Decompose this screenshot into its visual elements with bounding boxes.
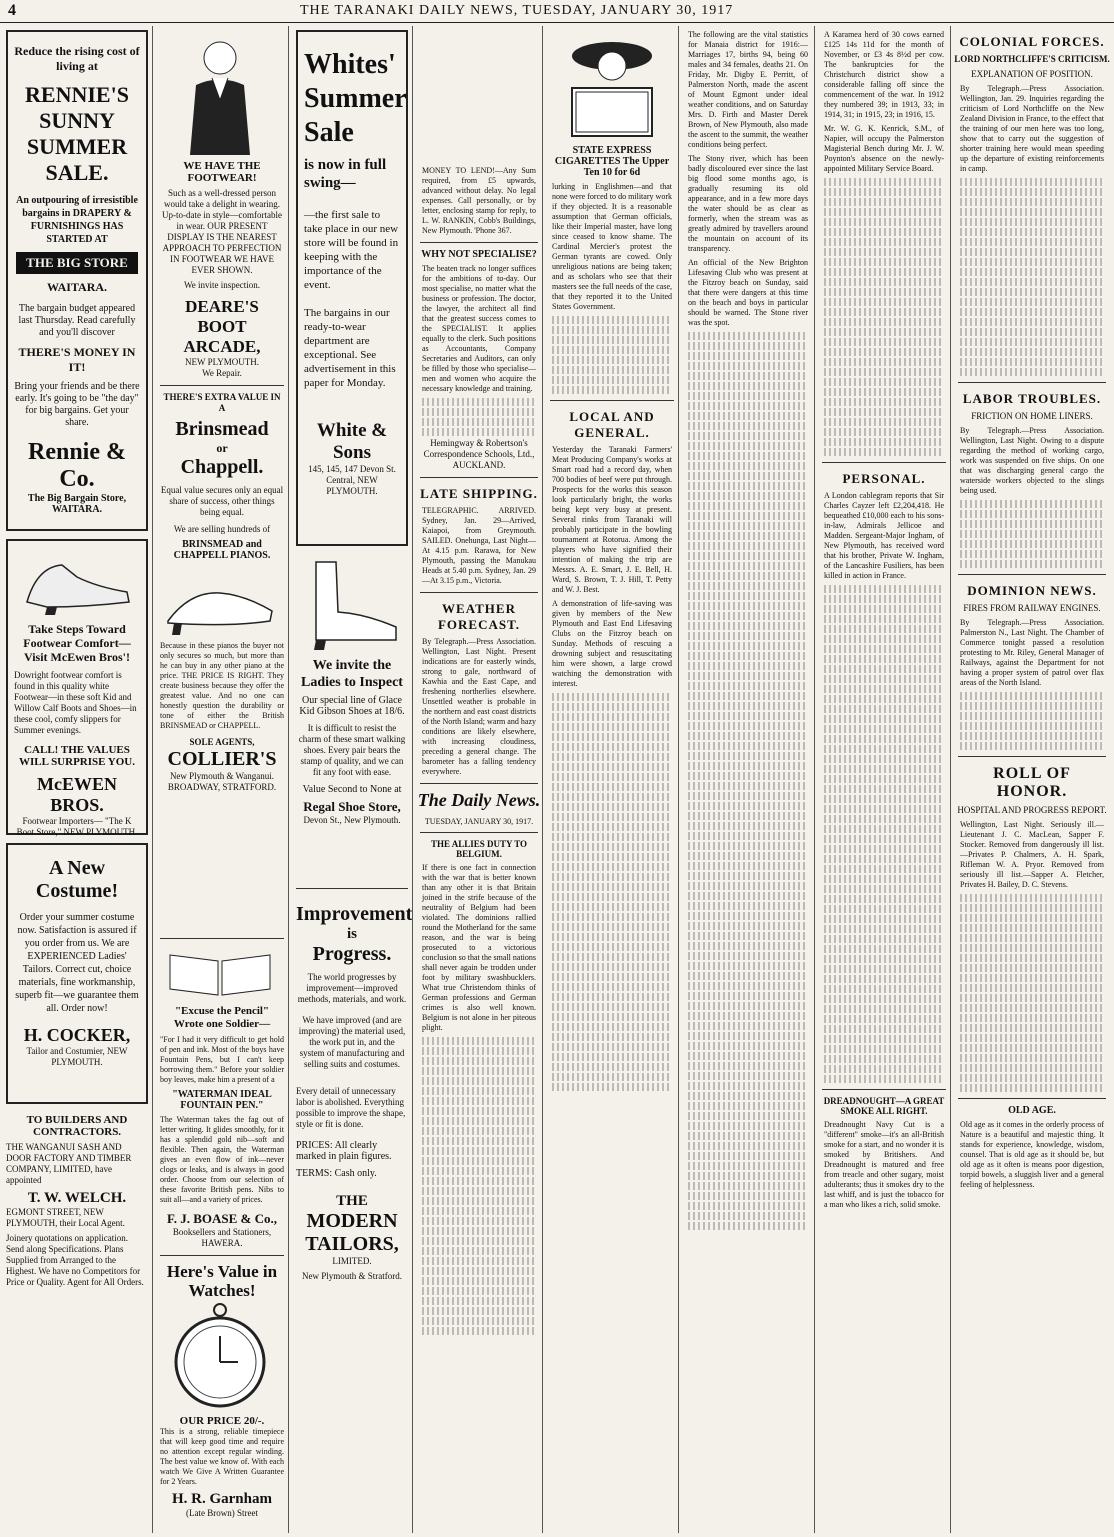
cigarette-lady-illustration bbox=[552, 30, 672, 140]
regal-body: Our special line of Glace Kid Gibson Shoes at 18/6. bbox=[299, 695, 405, 717]
modern-name-3: TAILORS, bbox=[305, 1233, 399, 1255]
karamea-herd: A Karamea herd of 30 cows earned £125 14s 11d for the month of November, or £3 4s 8½d per cow. The bankruptcies for the Christchurch district show a considerable falling off since the commencement of the war. In 1912 they numbered 39; in 1913, 33; in 1914, 31; in 1915, 23; in 1916, 15. bbox=[824, 30, 944, 119]
labor-troubles-head: LABOR TROUBLES. bbox=[962, 391, 1102, 406]
welch-sub: EGMONT STREET, NEW PLYMOUTH, their Local Agent. bbox=[6, 1207, 125, 1228]
modern-body: The world progresses by improvement—improved methods, materials, and work. bbox=[297, 972, 407, 1004]
rennie-title-4: SALE. bbox=[45, 160, 109, 185]
modern-head-3: Progress. bbox=[312, 943, 392, 965]
slipper-illustration bbox=[160, 561, 280, 636]
modern-name-4: LIMITED. bbox=[332, 1256, 372, 1266]
labor-troubles-sub: FRICTION ON HOME LINERS. bbox=[971, 411, 1093, 421]
column-4 bbox=[416, 26, 543, 1533]
personal-body: A London cablegram reports that Sir Charles Cayzer left £2,204,418. He bequeathed £10,000 each to his sons-in-law, Admirals Jellicoe and Madden. Sergeant-Major Ingham, of New Plymouth, has received word that his brother, Private W. Ingham, of the Lancashire Fusiliers, has been killed in action in France. bbox=[824, 491, 944, 580]
whites-title-3: Sale bbox=[304, 117, 354, 148]
colonial-forces-sub2: EXPLANATION OF POSITION. bbox=[971, 69, 1093, 79]
dreadnought-head: DREADNOUGHT—A GREAT SMOKE ALL RIGHT. bbox=[823, 1096, 945, 1116]
regal-ad bbox=[296, 552, 408, 882]
mcewen-name: McEWEN BROS. bbox=[37, 774, 117, 815]
rennie-note: The bargain budget appeared last Thursday. Read carefully and you'll discover bbox=[18, 303, 136, 338]
garnham-name: H. R. Garnham bbox=[171, 1491, 272, 1507]
column-5 bbox=[546, 26, 679, 1533]
specialise-body: The beaten track no longer suffices for the ambitions of to-day. Our most specialise, no matter what the business or profession. The doctor, the lawyer, the architect all find that the greatest success comes to the SPECIALIST. It applies equally to the clerk. Such positions as Accountants, Company Secretaries and Auditors, can only be filled by those who specialise—men and women who acquire the necessary knowledge and training. bbox=[422, 264, 536, 393]
roll-of-honor-head: ROLL OF HONOR. bbox=[993, 765, 1071, 800]
collier-sub: New Plymouth & Wanganui. BROADWAY, STRATFORD. bbox=[167, 771, 277, 792]
deare-town: NEW PLYMOUTH. bbox=[185, 357, 259, 367]
modern-head-1: Improvement bbox=[296, 903, 413, 925]
boase-sub: Booksellers and Stationers, HAWERA. bbox=[172, 1227, 272, 1248]
rennie-store-banner: THE BIG STORE bbox=[16, 252, 138, 274]
weather-head: WEATHER FORECAST. bbox=[437, 601, 521, 632]
garnham-ad bbox=[160, 1262, 284, 1519]
deare-name-1: DEARE'S bbox=[185, 297, 259, 316]
collier-pianos: BRINSMEAD and CHAPPELL PIANOS. bbox=[173, 539, 271, 561]
deare-ad bbox=[160, 30, 284, 379]
colonial-forces-body: By Telegraph.—Press Association. Wellington, Jan. 29. Inquiries regarding the criticism of Lord Northcliffe on the New Zealand Division in France, to the effect that the training of our men here was too long, show that to carry out the suggestion of shorter training here would mean speeding up the departure of existing reinforcements in camp. bbox=[960, 84, 1104, 173]
editorial-head: THE ALLIES DUTY TO BELGIUM. bbox=[430, 839, 528, 859]
collier-name-1: Brinsmead bbox=[175, 418, 269, 440]
rennie-signoff-sub: The Big Bargain Store, WAITARA. bbox=[27, 493, 127, 515]
column-2 bbox=[156, 26, 289, 1533]
rennie-signoff: Rennie & Co. bbox=[28, 439, 126, 492]
regal-head: We invite the Ladies to Inspect bbox=[301, 658, 403, 690]
mcewen-head: Take Steps Toward Footwear Comfort—Visit McEwen Bros'! bbox=[23, 622, 131, 664]
regal-body2: It is difficult to resist the charm of these smart walking shoes. Every pair bears the stamp of quality, and we can fit any foot with ease. bbox=[298, 723, 406, 777]
specialise-head: WHY NOT SPECIALISE? bbox=[421, 249, 537, 260]
column-7 bbox=[818, 26, 951, 1533]
colonial-forces-head: COLONIAL FORCES. bbox=[959, 34, 1105, 49]
collier-name-2: Chappell. bbox=[180, 456, 264, 478]
deare-body: Such as a well-dressed person would take a delight in wearing. Up-to-date in style—comfortable in wear. OUR PRESENT DISPLAY IS THE NEAREST APPROACH TO PERFECTION IN FOOTWEAR WE HAVE EVER SHOWN. bbox=[162, 188, 282, 275]
rennie-title-1: RENNIE'S bbox=[25, 82, 129, 107]
boase-body2: The Waterman takes the fag out of letter writing. It glides smoothly, for it has a splendid gold nib—soft and flexible. Then again, the Waterman gives an even flow of ink—never clogs or leaks, and is always in good order. Choose from our selection of these favorite British pens. Nibs to suit all—and a variety of prices. bbox=[160, 1115, 284, 1204]
cocker-head-2: Costume! bbox=[35, 880, 119, 902]
cocker-ad bbox=[6, 843, 148, 1104]
modern-prices: PRICES: All clearly marked in plain figures. bbox=[296, 1140, 392, 1162]
lady-shoe-illustration bbox=[296, 552, 406, 652]
specialise-sign: Hemingway & Robertson's Correspondence Schools, Ltd., AUCKLAND. bbox=[423, 438, 535, 470]
mcewen-sub: Footwear Importers— "The K Boot Store," NEW PLYMOUTH. bbox=[16, 816, 138, 837]
welch-ad bbox=[6, 1114, 148, 1288]
weather-body: By Telegraph.—Press Association. Wellington, Last Night. Present indications are for easterly winds, strong to gale, northward of Kawhia and the East Cape, and freshening northerlies elsewhere. Unsettled weather is probable in the northern and east coast districts of the North Island; warm and hazy conditions are likely elsewhere, with increasing cloudiness, preceding a general change. The barometer has a falling tendency everywhere. bbox=[422, 637, 536, 776]
colonial-forces-sub: LORD NORTHCLIFFE'S CRITICISM. bbox=[954, 54, 1110, 64]
welch-body: THE WANGANUI SASH AND DOOR FACTORY AND TIMBER COMPANY, LIMITED, have appointed bbox=[6, 1142, 132, 1185]
local-general-head: LOCAL AND GENERAL. bbox=[569, 409, 655, 440]
collier-body3: Because in these pianos the buyer not only secures so much, but more than he can buy in any other piano at the price. THE PRICE IS RIGHT. They create business because they offer the greatest value. And no one can honestly question the durability or tone of either the British BRINSMEAD or CHAPPELL. bbox=[160, 641, 284, 730]
editorial-date: TUESDAY, JANUARY 30, 1917. bbox=[424, 817, 534, 826]
garnham-sub: (Late Brown) Street bbox=[186, 1508, 258, 1518]
garnham-head: Here's Value in Watches! bbox=[166, 1262, 278, 1300]
whites-title-2: Summer bbox=[304, 83, 407, 114]
cocker-sub: Tailor and Costumier, NEW PLYMOUTH. bbox=[26, 1046, 128, 1067]
local-general-body: Yesterday the Taranaki Farmers' Meat Producing Company's works at Smart road had a record day, when 700 bodies of beef were put through. Prospects for the works this season look particularly bright, the works being kept very busy at present. Several rinks from Taranaki will probably participate in the bowling tournament at Rotorua. Among the players who have signified their intention of making the trip are Messrs. A. E. Smart, J. E. Bell, H. Ward, S. Brown, T. J. Hill, T. Petty and W. J. Best. bbox=[552, 445, 672, 594]
rennie-note2: Bring your friends and be there early. It's going to be "the day" for big bargains. Get your share. bbox=[14, 381, 140, 428]
book-illustration bbox=[160, 945, 280, 1000]
welch-head: TO BUILDERS AND CONTRACTORS. bbox=[26, 1114, 128, 1138]
old-age-head: OLD AGE. bbox=[1008, 1105, 1056, 1116]
boase-head: "Excuse the Pencil" Wrote one Soldier— bbox=[173, 1005, 271, 1030]
stony-river: The Stony river, which has been badly discoloured ever since the last big flood some months ago, is gradually resuming its old appearance, and in a few more days the water should be as clear as formerly, when the stream was as greatly admired by travellers around the mountain on account of its transparency. bbox=[688, 154, 808, 253]
boase-ad bbox=[160, 945, 284, 1249]
rennie-title-3: SUMMER bbox=[26, 134, 128, 159]
money-to-lend: MONEY TO LEND!—Any Sum required, from £5 upwards, advanced without delay. No legal expenses. Call personally, or by letter, enclosing stamp for reply, to L. W. RANKIN, Cobb's Buildings, New Plymouth. 'Phone 367. bbox=[422, 166, 536, 235]
masthead bbox=[0, 0, 1114, 23]
rennie-money: THERE'S MONEY IN IT! bbox=[18, 345, 136, 374]
dominion-news-head: DOMINION NEWS. bbox=[967, 583, 1097, 598]
state-express-text: STATE EXPRESS CIGARETTES The Upper Ten 10 for 6d bbox=[554, 145, 670, 178]
whites-body3: The bargains in our ready-to-wear department are exceptional. See advertisement in this paper for Monday. bbox=[304, 307, 396, 389]
modern-terms: TERMS: Cash only. bbox=[296, 1168, 377, 1179]
collier-agents: SOLE AGENTS, bbox=[189, 737, 255, 747]
collier-body2: We are selling hundreds of bbox=[173, 524, 271, 534]
deare-note: We Repair. bbox=[202, 368, 242, 378]
welch-foot: Joinery quotations on application. Send along Specifications. Plans Supplied from Arranged to the Highest. We have no Competitors for Price or Quality. Agent for All Orders. bbox=[6, 1233, 144, 1287]
whites-sub: 145, 145, 147 Devon St. Central, NEW PLYMOUTH. bbox=[308, 464, 396, 496]
modern-sub: New Plymouth & Stratford. bbox=[302, 1271, 402, 1281]
modern-name-2: MODERN bbox=[306, 1210, 398, 1232]
mcewen-call: CALL! THE VALUES WILL SURPRISE YOU. bbox=[18, 744, 136, 768]
regal-sub: Devon St., New Plymouth. bbox=[303, 815, 401, 825]
deare-name-2: BOOT bbox=[197, 317, 247, 336]
shoe-illustration bbox=[17, 547, 137, 617]
deare-head: WE HAVE THE FOOTWEAR! bbox=[183, 160, 261, 184]
lifesaving-note: An official of the New Brighton Lifesaving Club who was present at the Fitzroy beach on Sunday, said that there were dangers at this time on the beach and boys in particular should be warned. The Stone river was the spot. bbox=[688, 258, 808, 327]
rennie-ad bbox=[6, 30, 148, 531]
rennie-intro: Reduce the rising cost of living at bbox=[14, 44, 140, 73]
collier-or: or bbox=[216, 441, 228, 455]
page-number: 4 bbox=[8, 2, 16, 19]
modern-name-1: THE bbox=[336, 1193, 368, 1209]
collier-body: Equal value secures only an equal share of success, other things being equal. bbox=[160, 485, 284, 517]
shipping-body: TELEGRAPHIC. ARRIVED. Sydney, Jan. 29—Arrived, Kaiapoi, from Greymouth. SAILED. Onehunga, Last Night—At 4.15 p.m. Rarawa, for New Plymouth, passing the Manukau Heads at 5.40 p.m. Sydney, Jan. 29—At 3.15 p.m., Victoria. bbox=[422, 506, 536, 585]
whites-title-1: Whites' bbox=[304, 49, 396, 80]
column-8 bbox=[954, 26, 1110, 1533]
daily-news-masthead: The Daily News. bbox=[417, 790, 541, 810]
man-illustration bbox=[160, 30, 280, 155]
shipping-head: LATE SHIPPING. bbox=[420, 486, 538, 501]
old-age-body: Old age as it comes in the orderly process of Nature is a beautiful and majestic thing. It stands for experience, knowledge, wisdom, counsel. That is old age as it should be, but old age as it often is means poor digestion, torpid bowels, a sluggish liver and a general feeling of helplessness. bbox=[960, 1120, 1104, 1189]
masthead-title: THE TARANAKI DAILY NEWS, TUESDAY, JANUARY 30, 1917 bbox=[300, 3, 734, 18]
editorial-body: If there is one fact in connection with the war that is better known than any other it is that Britain joined in the strife because of the neutrality of Belgium had been violated. The dominions rallied round the Motherland for the same reason, and the war is being prosecuted to a victorious conclusion so that the small nations shall never again be trodden under foot by military swashbucklers. What true Christendom thinks of German professions and German crimes is also well known. Belgium is not alone in her piteous plight. bbox=[422, 863, 536, 1032]
boase-name: F. J. BOASE & Co., bbox=[166, 1211, 278, 1226]
labor-troubles-body: By Telegraph.—Press Association. Wellington, Last Night. Owing to a dispute regarding the method of working cargo, work was suspended on five ships. On one that was discharging general cargo the waterside workers objected to the slings being used. bbox=[960, 426, 1104, 495]
whites-body2: —the first sale to take place in our new store will be found in keeping with the importance of the event. bbox=[304, 209, 399, 291]
roll-of-honor-body: Wellington, Last Night. Seriously ill.—Lieutenant J. C. MacLean, Sapper F. Stocker. Removed from dangerously ill list.—Privates P. Chalmers, A. H. Spark, Rifleman W. A. Pryor. Removed from seriously ill list.—Sapper A. Fletcher, Privates H. Bailey, D. C. Stevens. bbox=[960, 820, 1104, 889]
deare-invite: We invite inspection. bbox=[183, 280, 260, 290]
whites-name: White & Sons bbox=[316, 420, 388, 463]
collier-ad bbox=[160, 392, 284, 932]
whites-ad bbox=[296, 30, 408, 546]
state-express-ad bbox=[550, 30, 674, 178]
local-general-body2: A demonstration of life-saving was given by members of the New Plymouth and East End Lifesaving Clubs on the Fitzroy beach on Sunday. Methods of rescuing a drowning subject and resuscitating him were shown, a large crowd watching the demonstration with interest. bbox=[552, 599, 672, 688]
modern-body2: We have improved (and are improving) the material used, the work put in, and the system of manufacturing and selling suits and costumes. bbox=[298, 1015, 406, 1069]
column-1 bbox=[2, 26, 153, 1533]
rennie-title-2: SUNNY bbox=[39, 108, 115, 133]
cocker-body: Order your summer costume now. Satisfaction is assured if you order from us. We are EXPERIENCED Ladies' Tailors. Correct cut, choice materials, fine workmanship, superb fit—we guarantee them all. Order now! bbox=[15, 912, 139, 1014]
cocker-name: H. COCKER, bbox=[23, 1025, 131, 1045]
deare-name-3: ARCADE, bbox=[183, 337, 261, 356]
vital-statistics: The following are the vital statistics for Manaia district for 1916:—Marriages 17, births 94, being 60 males and 34 females, deaths 21. On Friday, Mr. Digby E. Perritt, of Palmerston North, made the ascent of Mount Egmont under ideal weather conditions, and on Saturday Mrs. D. Firth and Master Derek Brown, of New Plymouth, also made the ascent to the summit, the weather conditions being perfect. bbox=[688, 30, 808, 149]
regal-name: Regal Shoe Store, bbox=[303, 799, 401, 814]
modern-head-2: is bbox=[346, 926, 357, 942]
rennie-town: WAITARA. bbox=[46, 280, 108, 294]
column-3 bbox=[292, 26, 413, 1533]
collier-line1: THERE'S EXTRA VALUE IN A bbox=[163, 392, 281, 413]
mcewen-ad bbox=[6, 539, 148, 835]
welch-name: T. W. WELCH. bbox=[27, 1190, 127, 1206]
garnham-body: This is a strong, reliable timepiece that will keep good time and require no attention except regular winding. The best value we know of. With each watch We Give A Written Guarantee for 2 Years. bbox=[160, 1427, 284, 1486]
magistrate-note: Mr. W. G. K. Kenrick, S.M., of Napier, will occupy the Palmerston Magisterial Bench during Mr. J. W. Poynton's absence on the newly-appointed Military Service Board. bbox=[824, 124, 944, 173]
roll-of-honor-sub: HOSPITAL AND PROGRESS REPORT. bbox=[957, 805, 1107, 815]
whites-body1: is now in full swing— bbox=[304, 157, 387, 191]
boase-body: "For I had it very difficult to get hold of pen and ink. Most of the boys have Fountain Pens, but I can't keep borrowing them." Before your soldier boy leaves, make him a present of a bbox=[160, 1035, 284, 1084]
modern-body3: Every detail of unnecessary labor is abolished. Everything possible to improve the shape, style or fit is done. bbox=[296, 1086, 406, 1129]
boase-pen: "WATERMAN IDEAL FOUNTAIN PEN." bbox=[172, 1089, 272, 1111]
regal-value: Value Second to None at bbox=[302, 784, 402, 795]
garnham-price: OUR PRICE 20/-. bbox=[179, 1415, 265, 1427]
collier-name: COLLIER'S bbox=[167, 748, 277, 770]
modern-tailors-ad bbox=[296, 903, 413, 1282]
watch-illustration bbox=[160, 1300, 280, 1410]
dreadnought-body: Dreadnought Navy Cut is a "different" smoke—it's an all-British smoke for a start, and no wonder it is smoked by Britishers. And Dreadnought is matured and free from treacle and other sugary, moist adulterants; thus it smokes dry to the last whiff, and is just the tobacco for a man who likes a rich, solid smoke. bbox=[824, 1120, 944, 1209]
column-6 bbox=[682, 26, 815, 1533]
dominion-news-body: By Telegraph.—Press Association. Palmerston N., Last Night. The Chamber of Commerce tonight passed a resolution protesting to Mr. Riley, General Manager of Railways, against the Department for not having a proper system of patrol over flax areas of the North Island. bbox=[960, 618, 1104, 687]
cocker-head-1: A New bbox=[48, 857, 106, 879]
article-continuation: lurking in Englishmen—and that none were forced to do military work if they objected. It is a reasonable assumption that German officials, like their Imperial master, have long since ceased to know shame. The Cardinal Mercier's protest the German tyrants are cowed. Only unreligious nations are being taken; and as scholars who see that their masters see the full needs of the case, that they reported it to the United States Government. bbox=[552, 182, 672, 311]
personal-head: PERSONAL. bbox=[842, 471, 926, 486]
mcewen-body: Dowright footwear comfort is found in this quality white Footwear—in these soft Kid and Willow Calf Boots and Shoes—in these cool, comfy slippers for Summer evenings. bbox=[14, 670, 137, 735]
dominion-news-sub: FIRES FROM RAILWAY ENGINES. bbox=[963, 603, 1101, 613]
rennie-body: An outpouring of irresistible bargains in DRAPERY & FURNISHINGS HAS STARTED AT bbox=[16, 195, 138, 245]
